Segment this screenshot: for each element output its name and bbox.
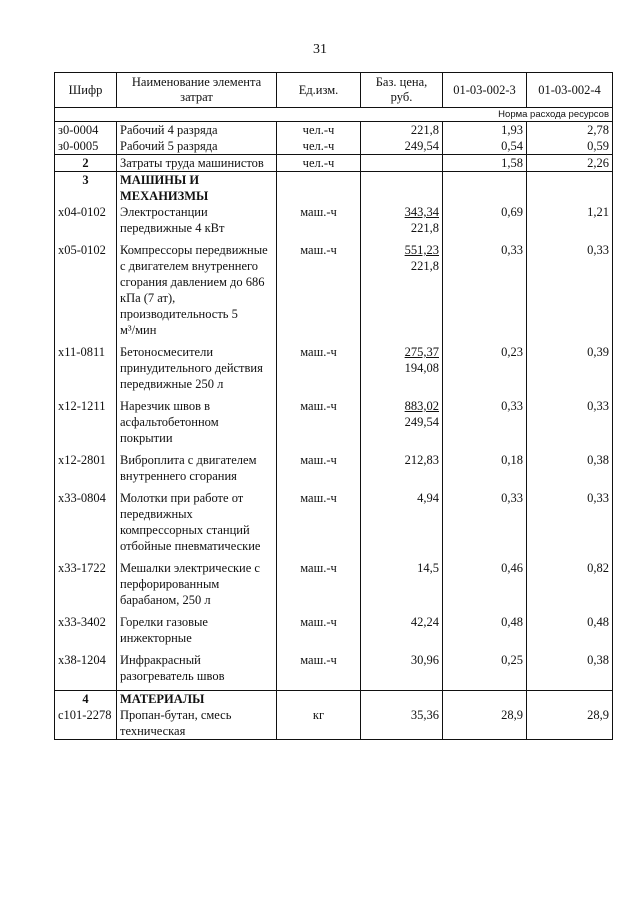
row-price-wage: 194,08 (404, 361, 439, 375)
section4-row (55, 691, 613, 708)
row-name-line: техническая (120, 724, 186, 738)
row-code: х05-0102 (55, 242, 117, 338)
header-col2: 01-03-002-4 (527, 73, 613, 108)
table-row (55, 242, 613, 338)
row-name (117, 452, 277, 484)
row-code: х04-0102 (55, 204, 117, 236)
row-price (361, 490, 443, 554)
section2-v1: 1,58 (443, 155, 527, 172)
row-unit: маш.-ч (277, 652, 361, 684)
row-price: 221,8 (361, 122, 443, 139)
table-row (55, 652, 613, 684)
row-price-current: 343,34 (404, 205, 439, 219)
row-code: х33-0804 (55, 490, 117, 554)
row-v2: 0,33 (527, 242, 613, 338)
row-name-line: Компрессоры передвижные (120, 243, 268, 257)
row-price (361, 560, 443, 608)
row-unit: маш.-ч (277, 344, 361, 392)
row-name (117, 242, 277, 338)
row-v1: 0,33 (443, 242, 527, 338)
row-v1: 0,48 (443, 614, 527, 646)
table-row (55, 138, 613, 155)
row-name-line: передвижные 4 кВт (120, 221, 225, 235)
row-v2: 0,38 (527, 652, 613, 684)
section4-name: МАТЕРИАЛЫ (117, 691, 277, 708)
row-price-current: 212,83 (404, 453, 439, 467)
header-price: Баз. цена, руб. (361, 73, 443, 108)
row-v1: 0,33 (443, 398, 527, 446)
row-name-line: Молотки при работе от (120, 491, 244, 505)
row-name-line: перфорированным (120, 577, 220, 591)
row-name-line: покрытии (120, 431, 173, 445)
row-price (361, 204, 443, 236)
row-v1: 0,18 (443, 452, 527, 484)
row-name (117, 614, 277, 646)
row-price-current: 4,94 (417, 491, 439, 505)
row-name-line: асфальтобетонном (120, 415, 219, 429)
row-name-line: производительность 5 (120, 307, 238, 321)
row-price (361, 614, 443, 646)
resource-table (54, 72, 613, 740)
row-name-line: Электростанции (120, 205, 208, 219)
row-price (361, 452, 443, 484)
row-name (117, 204, 277, 236)
row-name (117, 344, 277, 392)
row-price-current: 30,96 (410, 653, 439, 667)
table-row (55, 452, 613, 484)
row-name-line: Нарезчик швов в (120, 399, 211, 413)
row-name-line: отбойные пневматические (120, 539, 261, 553)
row-v1: 1,93 (443, 122, 527, 139)
row-price-current: 14,5 (417, 561, 439, 575)
row-name-line: передвижных (120, 507, 193, 521)
row-v1: 28,9 (443, 707, 527, 740)
row-v2: 0,59 (527, 138, 613, 155)
section2-name: Затраты труда машинистов (117, 155, 277, 172)
row-name-line: Горелки газовые (120, 615, 208, 629)
row-v1: 0,23 (443, 344, 527, 392)
header-code: Шифр (55, 73, 117, 108)
row-price (361, 398, 443, 446)
row-v2: 0,39 (527, 344, 613, 392)
row-v1: 0,69 (443, 204, 527, 236)
page-number: 31 (313, 42, 327, 57)
row-name (117, 490, 277, 554)
table-header-row (55, 73, 613, 108)
row-v2: 0,48 (527, 614, 613, 646)
section3-name-line2: МЕХАНИЗМЫ (120, 189, 209, 203)
table-row (55, 344, 613, 392)
row-v2: 0,33 (527, 398, 613, 446)
row-code: х33-3402 (55, 614, 117, 646)
row-v1: 0,25 (443, 652, 527, 684)
row-name-line: Инфракрасный (120, 653, 201, 667)
row-name (117, 707, 277, 740)
row-name (117, 560, 277, 608)
row-price-wage: 249,54 (404, 415, 439, 429)
row-code: х11-0811 (55, 344, 117, 392)
row-price: 35,36 (361, 707, 443, 740)
row-unit: маш.-ч (277, 204, 361, 236)
table-row (55, 122, 613, 139)
row-v2: 0,82 (527, 560, 613, 608)
row-v1: 0,33 (443, 490, 527, 554)
row-unit: маш.-ч (277, 560, 361, 608)
row-unit: кг (277, 707, 361, 740)
row-v2: 1,21 (527, 204, 613, 236)
section2-v2: 2,26 (527, 155, 613, 172)
row-price-current: 42,24 (410, 615, 439, 629)
table-row (55, 398, 613, 446)
row-price (361, 344, 443, 392)
section3-name-line1: МАШИНЫ И (120, 173, 200, 187)
section2-row (55, 155, 613, 172)
row-code: х12-1211 (55, 398, 117, 446)
row-price (361, 652, 443, 684)
row-name-line: инжекторные (120, 631, 192, 645)
row-code: х38-1204 (55, 652, 117, 684)
row-v1: 0,46 (443, 560, 527, 608)
row-name: Рабочий 5 разряда (117, 138, 277, 155)
row-unit: маш.-ч (277, 614, 361, 646)
row-price-current: 883,02 (404, 399, 439, 413)
header-unit: Ед.изм. (277, 73, 361, 108)
row-name-line: м³/мин (120, 323, 157, 337)
table-row (55, 204, 613, 236)
row-unit: маш.-ч (277, 490, 361, 554)
row-name-line: сгорания давлением до 686 (120, 275, 265, 289)
row-price (361, 242, 443, 338)
row-unit: чел.-ч (277, 122, 361, 139)
row-price-current: 551,23 (404, 243, 439, 257)
norm-label: Норма расхода ресурсов (443, 108, 613, 122)
row-code: з0-0005 (55, 138, 117, 155)
row-name-line: с двигателем внутреннего (120, 259, 259, 273)
row-code: з0-0004 (55, 122, 117, 139)
table-row (55, 490, 613, 554)
table-row (55, 707, 613, 740)
row-code: х33-1722 (55, 560, 117, 608)
row-name-line: разогреватель швов (120, 669, 225, 683)
row-unit: маш.-ч (277, 242, 361, 338)
header-name: Наименование элемента затрат (117, 73, 277, 108)
row-name-line: Мешалки электрические с (120, 561, 260, 575)
row-unit: чел.-ч (277, 138, 361, 155)
row-name-line: Бетоносмесители (120, 345, 214, 359)
row-name-line: Виброплита с двигателем (120, 453, 257, 467)
row-name (117, 652, 277, 684)
row-name-line: внутреннего сгорания (120, 469, 237, 483)
row-name (117, 398, 277, 446)
row-name-line: передвижные 250 л (120, 377, 224, 391)
row-unit: маш.-ч (277, 398, 361, 446)
section3-name (117, 172, 277, 205)
row-price-wage: 221,8 (410, 259, 439, 273)
row-name-line: принудительного действия (120, 361, 263, 375)
row-v2: 0,38 (527, 452, 613, 484)
table-row (55, 614, 613, 646)
row-price-wage: 221,8 (410, 221, 439, 235)
table-row (55, 560, 613, 608)
section4-code: 4 (55, 691, 117, 708)
row-price-current: 275,37 (404, 345, 439, 359)
row-name-line: кПа (7 ат), (120, 291, 176, 305)
header-col1: 01-03-002-3 (443, 73, 527, 108)
row-code: с101-2278 (55, 707, 117, 740)
row-name: Рабочий 4 разряда (117, 122, 277, 139)
row-name-line: барабаном, 250 л (120, 593, 211, 607)
row-name-line: Пропан-бутан, смесь (120, 708, 232, 722)
row-v2: 2,78 (527, 122, 613, 139)
row-code: х12-2801 (55, 452, 117, 484)
row-v2: 28,9 (527, 707, 613, 740)
row-v2: 0,33 (527, 490, 613, 554)
row-v1: 0,54 (443, 138, 527, 155)
row-name-line: компрессорных станций (120, 523, 250, 537)
section3-code: 3 (55, 172, 117, 205)
row-unit: маш.-ч (277, 452, 361, 484)
section3-row (55, 172, 613, 205)
norm-label-row (55, 108, 613, 122)
section2-unit: чел.-ч (277, 155, 361, 172)
row-price: 249,54 (361, 138, 443, 155)
section2-code: 2 (55, 155, 117, 172)
